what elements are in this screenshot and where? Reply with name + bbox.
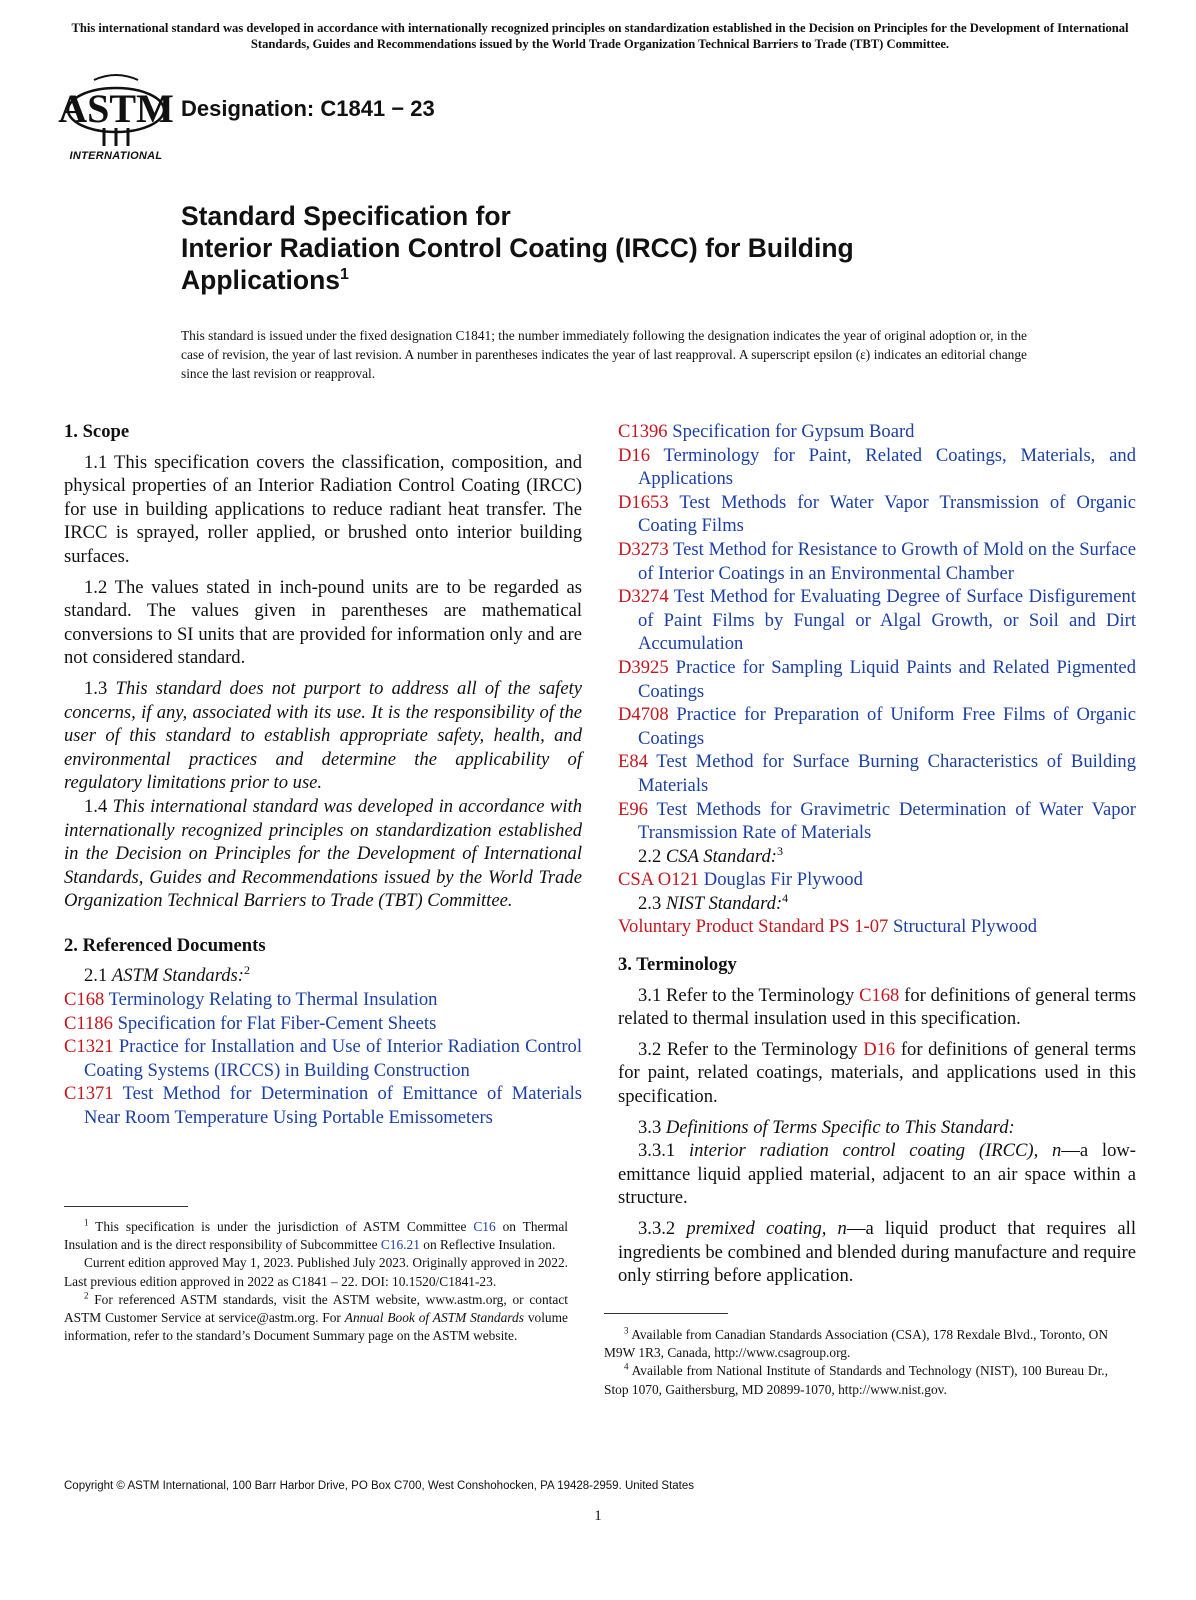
footnote-4-text: Available from National Institute of Standards and Technology (NIST), 100 Bureau Dr., Stop 1070, Gaithersburg, MD 20899-1070, http://www.nist.gov. bbox=[604, 1363, 1109, 1397]
logo-lettering: ASTM bbox=[58, 86, 174, 131]
reference-c1186[interactable] bbox=[64, 1012, 582, 1036]
reference-code: C1321 bbox=[64, 1036, 114, 1058]
nist-standard-label bbox=[618, 892, 1136, 916]
footnote-3-marker: 3 bbox=[624, 1325, 629, 1336]
para-3-3-2-num: 3.3.2 bbox=[638, 1218, 676, 1239]
para-1-3 bbox=[64, 677, 582, 795]
para-3-2-post: for definitions of general terms for paint, related coatings, materials, and applications used in this specification. bbox=[618, 1038, 1136, 1108]
issued-note: This standard is issued under the fixed designation C1841; the number immediately following the designation indicates the year of original adoption or, in the case of revision, the year of last revision. A number in parentheses indicates the year of last reapproval. A superscript epsilon (ε) indicates an editorial change since the last revision or reapproval. bbox=[181, 328, 1027, 381]
left-footnote-rule bbox=[64, 1206, 188, 1207]
reference-code: C1371 bbox=[64, 1083, 114, 1105]
definition-ircc: —a low-emittance liquid applied material, adjacent to an air space within a structure. bbox=[618, 1140, 1136, 1209]
reference-title: Practice for Installation and Use of Interior Radiation Control Coating Systems (IRCCS) in Building Construction bbox=[84, 1036, 582, 1081]
reference-code: D4708 bbox=[618, 704, 669, 726]
reference-title: Test Method for Resistance to Growth of Mold on the Surface of Interior Coatings in an Environmental Chamber bbox=[638, 538, 1136, 584]
para-3-2 bbox=[618, 1038, 1136, 1109]
term-ircc: interior radiation control coating (IRCC), n bbox=[688, 1140, 1062, 1162]
para-1-4-text: This international standard was developed in accordance with internationally recognized principles on standardization established in the Decision on Principles for the Development of International Standards, Guides and Recommendations issued by the World Trade Organization Technical Barriers to Trade (TBT) Committee. bbox=[64, 795, 582, 912]
footnote-2-text-b: volume information, refer to the standard’s Document Summary page on the ASTM website. bbox=[64, 1310, 568, 1344]
reference-title: Douglas Fir Plywood bbox=[703, 869, 863, 891]
right-footnotes bbox=[604, 1326, 1108, 1399]
astm-standards-label bbox=[64, 964, 582, 988]
footnote-4-marker: 4 bbox=[624, 1361, 629, 1372]
csa-footnote-marker: 3 bbox=[776, 843, 783, 858]
csa-standard-num: 2.2 bbox=[638, 845, 662, 867]
footnote-2-marker: 2 bbox=[84, 1290, 89, 1301]
astm-standards-text: ASTM Standards: bbox=[111, 965, 244, 987]
astm-logo bbox=[58, 70, 174, 168]
reference-title: Structural Plywood bbox=[892, 916, 1038, 938]
para-3-3-num: 3.3 bbox=[638, 1116, 662, 1138]
reference-code: E84 bbox=[618, 751, 648, 773]
designation: Designation: C1841 − 23 bbox=[181, 96, 435, 121]
reference-code: D3925 bbox=[618, 656, 669, 678]
astm-logo-mark bbox=[58, 70, 174, 150]
footnote-1-text-c: on Reflective Insulation. bbox=[423, 1237, 556, 1253]
reference-d3925[interactable] bbox=[618, 656, 1136, 703]
reference-title: Specification for Gypsum Board bbox=[672, 421, 915, 442]
para-1-4 bbox=[64, 795, 582, 913]
title-line-3: Applications bbox=[181, 265, 341, 295]
para-1-3-text: This standard does not purport to address all of the safety concerns, if any, associated with its use. It is the responsibility of the user of this standard to establish appropriate safety, health, and environmental practices and determine the applicability of regulatory limitations prior to use. bbox=[64, 677, 582, 794]
astm-standards-num: 2.1 bbox=[84, 965, 108, 987]
reference-d4708[interactable] bbox=[618, 703, 1136, 750]
footnote-1-text-a: This specification is under the jurisdiction of ASTM Committee bbox=[95, 1219, 467, 1234]
para-1-1: 1.1 This specification covers the classification, composition, and physical properties of an Interior Radiation Control Coating (IRCC) for use in building applications to reduce radiant heat transfer. The IRCC is sprayed, roller applied, or brushed onto interior building surfaces. bbox=[64, 451, 582, 567]
section-1-heading: 1. Scope bbox=[64, 421, 130, 442]
nist-standard-text: NIST Standard: bbox=[665, 892, 783, 914]
para-3-3-1 bbox=[618, 1139, 1136, 1210]
para-3-3-2 bbox=[618, 1217, 1136, 1288]
right-column bbox=[618, 420, 1136, 1295]
reference-title: Specification for Flat Fiber-Cement Sheets bbox=[117, 1012, 437, 1034]
tbt-notice: This international standard was developed in accordance with internationally recognized principles on standardization established in the Decision on Principles for the Development of International Standards, Guides and Recommendations issued by the World Trade Organization Technical Barriers to Trade (TBT) Committee. bbox=[71, 21, 1129, 51]
csa-standard-label bbox=[618, 845, 1136, 869]
reference-title: Practice for Preparation of Uniform Free Films of Organic Coatings bbox=[638, 704, 1136, 749]
title-line-1: Standard Specification for bbox=[181, 201, 511, 231]
para-3-3-1-num: 3.3.1 bbox=[638, 1140, 676, 1162]
section-3-heading: 3. Terminology bbox=[618, 954, 737, 976]
para-3-1-ref-link[interactable]: C168 bbox=[859, 984, 900, 1006]
section-2-heading: 2. Referenced Documents bbox=[64, 934, 266, 956]
reference-d3274[interactable] bbox=[618, 585, 1136, 656]
footnote-2-italic: Annual Book of ASTM Standards bbox=[344, 1310, 524, 1326]
footnote-2 bbox=[64, 1291, 568, 1346]
para-3-2-ref-link[interactable]: D16 bbox=[863, 1038, 896, 1060]
reference-e96[interactable] bbox=[618, 798, 1136, 845]
reference-title: Test Methods for Gravimetric Determination of Water Vapor Transmission Rate of Materials bbox=[638, 798, 1136, 844]
committee-c16-link[interactable]: C16 bbox=[473, 1219, 496, 1234]
para-1-3-num: 1.3 bbox=[84, 677, 108, 699]
footnote-4 bbox=[604, 1362, 1108, 1398]
reference-title: Test Method for Surface Burning Characteristics of Building Materials bbox=[638, 751, 1137, 796]
title-line-2: Interior Radiation Control Coating (IRCC) for Building bbox=[181, 233, 854, 263]
reference-c1371[interactable] bbox=[64, 1082, 582, 1129]
right-reference-list bbox=[618, 420, 1136, 845]
csa-standard-text: CSA Standard: bbox=[665, 845, 777, 867]
copyright: Copyright © ASTM International, 100 Barr Harbor Drive, PO Box C700, West Conshohocken, PA 19428-2959. United States bbox=[64, 1480, 695, 1492]
document-title bbox=[181, 200, 1041, 296]
nist-footnote-marker: 4 bbox=[782, 890, 789, 905]
right-footnote-rule bbox=[604, 1313, 728, 1314]
reference-title: Test Methods for Water Vapor Transmission of Organic Coating Films bbox=[638, 491, 1137, 537]
reference-c168[interactable] bbox=[64, 988, 582, 1012]
footnote-1-text-b: on Thermal Insulation and is the direct responsibility of Subcommittee bbox=[64, 1219, 568, 1253]
reference-title: Terminology Relating to Thermal Insulation bbox=[108, 989, 438, 1011]
left-reference-list bbox=[64, 988, 582, 1130]
page-number: 1 bbox=[594, 1508, 602, 1524]
footnote-3 bbox=[604, 1326, 1108, 1362]
reference-e84[interactable] bbox=[618, 750, 1136, 797]
reference-d16[interactable] bbox=[618, 444, 1136, 491]
definition-premixed-coating: —a liquid product that requires all ingredients be combined and blended during manufacture and require only stirring before application. bbox=[618, 1218, 1136, 1287]
reference-title: Terminology for Paint, Related Coatings, Materials, and Applications bbox=[638, 444, 1136, 490]
nist-standard-num: 2.3 bbox=[638, 892, 662, 914]
para-3-1 bbox=[618, 984, 1136, 1031]
reference-ps-1-07[interactable] bbox=[618, 915, 1136, 939]
footnote-1-marker: 1 bbox=[84, 1217, 89, 1228]
reference-title: Test Method for Evaluating Degree of Surface Disfigurement of Paint Films by Fungal or Algal Growth, or Soil and Dirt Accumulation bbox=[638, 586, 1136, 655]
left-column bbox=[64, 420, 582, 1130]
term-premixed-coating: premixed coating, n bbox=[686, 1218, 847, 1239]
reference-d1653[interactable] bbox=[618, 491, 1136, 538]
reference-code: D3273 bbox=[618, 538, 669, 560]
logo-caption: INTERNATIONAL bbox=[69, 150, 163, 162]
reference-code: C1186 bbox=[64, 1012, 113, 1034]
reference-code: C1396 bbox=[618, 421, 668, 442]
reference-d3273[interactable] bbox=[618, 538, 1136, 585]
reference-code: D1653 bbox=[618, 491, 669, 513]
reference-code: CSA O121 bbox=[618, 869, 700, 891]
title-footnote-marker: 1 bbox=[340, 266, 349, 284]
para-3-3-text: Definitions of Terms Specific to This Standard: bbox=[665, 1116, 1015, 1138]
reference-code: Voluntary Product Standard PS 1-07 bbox=[618, 916, 889, 938]
para-3-1-post: for definitions of general terms related to thermal insulation used in this specification. bbox=[618, 984, 1136, 1030]
reference-c1396[interactable] bbox=[618, 420, 1136, 444]
para-1-2: 1.2 The values stated in inch-pound units are to be regarded as standard. The values given in parentheses are mathematical conversions to SI units that are provided for information only and are not considered standard. bbox=[64, 576, 582, 669]
subcommittee-c1621-link[interactable]: C16.21 bbox=[380, 1237, 420, 1253]
reference-code: D3274 bbox=[618, 586, 669, 608]
footnote-2-text-a: For referenced ASTM standards, visit the ASTM website, www.astm.org, or contact ASTM Customer Service at service@astm.org. For bbox=[64, 1291, 568, 1326]
reference-c1321[interactable] bbox=[64, 1035, 582, 1082]
reference-code: E96 bbox=[618, 798, 648, 820]
footnote-3-text: Available from Canadian Standards Association (CSA), 178 Rexdale Blvd., Toronto, ON M9W 1R3, Canada, http://www.csagroup.org. bbox=[604, 1327, 1109, 1361]
reference-title: Practice for Sampling Liquid Paints and Related Pigmented Coatings bbox=[638, 656, 1136, 702]
para-1-4-num: 1.4 bbox=[84, 795, 108, 817]
reference-code: D16 bbox=[618, 444, 651, 466]
astm-footnote-marker: 2 bbox=[243, 963, 250, 978]
reference-csa-o121[interactable] bbox=[618, 868, 1136, 892]
para-3-3 bbox=[618, 1116, 1136, 1140]
footnote-1 bbox=[64, 1218, 568, 1254]
footnote-1-edition: Current edition approved May 1, 2023. Published July 2023. Originally approved in 2022. Last previous edition approved in 2022 as C1841 – 22. DOI: 10.1520/C1841-23. bbox=[64, 1255, 568, 1289]
para-3-1-pre: 3.1 Refer to the Terminology bbox=[638, 984, 855, 1006]
reference-code: C168 bbox=[64, 989, 105, 1011]
left-footnotes bbox=[64, 1218, 568, 1345]
para-3-2-pre: 3.2 Refer to the Terminology bbox=[638, 1038, 858, 1060]
reference-title: Test Method for Determination of Emittance of Materials Near Room Temperature Using Portable Emissometers bbox=[84, 1083, 582, 1129]
